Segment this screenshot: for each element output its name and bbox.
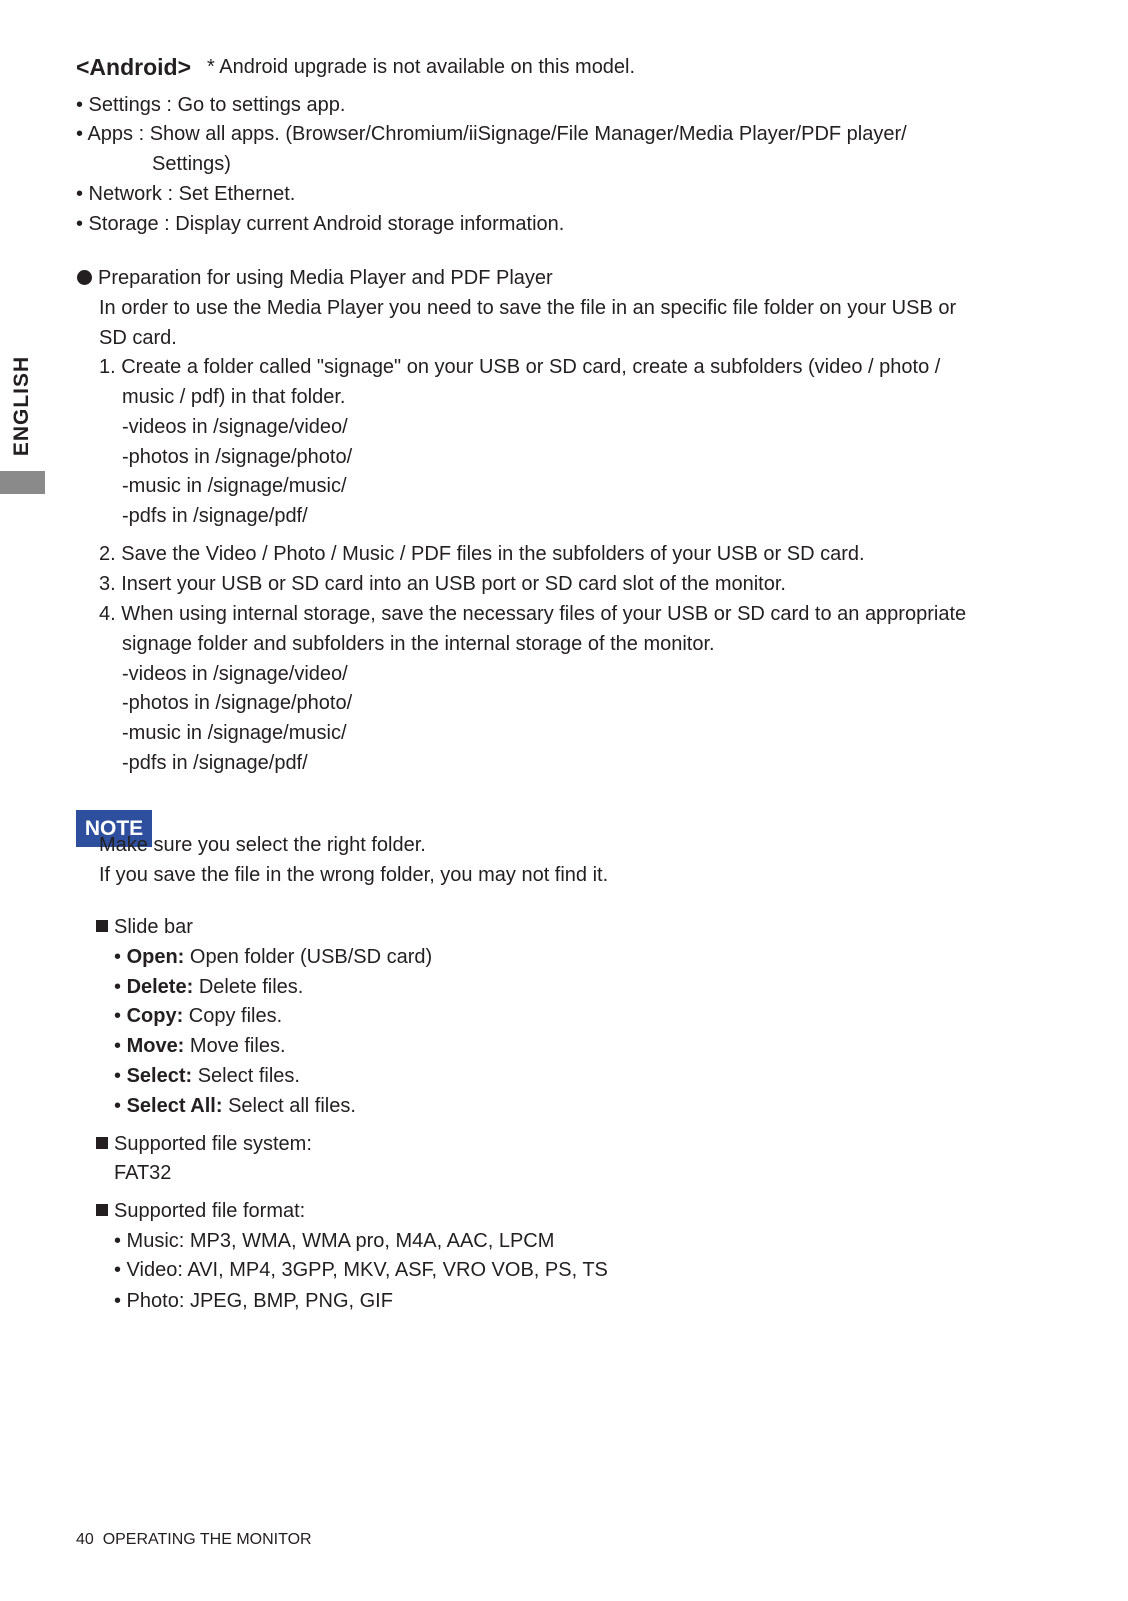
file-format-item: • Video: AVI, MP4, 3GPP, MKV, ASF, VRO VOB, PS, TS	[114, 1259, 608, 1281]
item-desc: Move files.	[184, 1035, 286, 1057]
step-2: 2. Save the Video / Photo / Music / PDF files in the subfolders of your USB or SD card.	[99, 543, 865, 565]
step-3: 3. Insert your USB or SD card into an USB port or SD card slot of the monitor.	[99, 573, 786, 595]
item-desc: Select files.	[192, 1065, 300, 1087]
square-bullet-icon	[96, 920, 108, 932]
item-term: Move:	[126, 1035, 185, 1057]
item-term: Select All:	[126, 1095, 223, 1117]
slide-bar-item: • Open: Open folder (USB/SD card)	[114, 946, 433, 968]
item-desc: Delete files.	[193, 976, 304, 998]
item-term: Delete:	[126, 976, 194, 998]
folder-path: -photos in /signage/photo/	[122, 446, 353, 468]
slide-bar-item: • Move: Move files.	[114, 1035, 286, 1057]
item-desc: Open folder (USB/SD card)	[184, 946, 433, 968]
slide-bar-item: • Delete: Delete files.	[114, 976, 304, 998]
square-bullet-icon	[96, 1204, 108, 1216]
folder-path: -music in /signage/music/	[122, 722, 347, 744]
preparation-intro: In order to use the Media Player you need to save the file in an specific file folder on your USB or	[99, 297, 957, 319]
folder-path: -videos in /signage/video/	[122, 663, 348, 685]
android-item-apps-cont: Settings)	[152, 153, 231, 175]
file-format-item: • Music: MP3, WMA, WMA pro, M4A, AAC, LPCM	[114, 1230, 555, 1252]
page-footer	[76, 1532, 312, 1548]
step-1-cont: music / pdf) in that folder.	[122, 386, 346, 408]
file-system-heading	[96, 1134, 312, 1154]
item-term: Open:	[126, 946, 185, 968]
page-number: 40	[76, 1531, 94, 1548]
step-4-cont: signage folder and subfolders in the internal storage of the monitor.	[122, 633, 715, 655]
preparation-intro: SD card.	[99, 327, 177, 349]
folder-path: -pdfs in /signage/pdf/	[122, 752, 308, 774]
language-tab-bar	[0, 471, 45, 494]
android-item-storage: • Storage : Display current Android storage information.	[76, 213, 565, 235]
folder-path: -videos in /signage/video/	[122, 416, 348, 438]
android-item-network: • Network : Set Ethernet.	[76, 183, 296, 205]
note-badge: NOTE	[76, 810, 152, 847]
folder-path: -music in /signage/music/	[122, 475, 347, 497]
file-system-value: FAT32	[114, 1162, 172, 1184]
item-term: Copy:	[126, 1005, 184, 1027]
item-desc: Copy files.	[183, 1005, 283, 1027]
slide-bar-title: Slide bar	[114, 916, 193, 938]
android-upgrade-note: * Android upgrade is not available on this model.	[207, 56, 636, 78]
item-term: Select:	[126, 1065, 193, 1087]
step-1: 1. Create a folder called "signage" on your USB or SD card, create a subfolders (video / photo /	[99, 356, 941, 378]
language-tab	[0, 344, 44, 468]
section-name: OPERATING THE MONITOR	[102, 1531, 312, 1548]
slide-bar-heading	[96, 917, 193, 937]
file-format-heading	[96, 1201, 305, 1221]
note-line: Make sure you select the right folder.	[99, 834, 426, 856]
folder-path: -photos in /signage/photo/	[122, 692, 353, 714]
bullet-circle-icon	[77, 270, 92, 285]
step-4: 4. When using internal storage, save the necessary files of your USB or SD card to an appropriate	[99, 603, 967, 625]
preparation-title-text: Preparation for using Media Player and PDF Player	[98, 267, 553, 289]
slide-bar-item: • Copy: Copy files.	[114, 1005, 283, 1027]
language-tab-label: ENGLISH	[10, 355, 33, 457]
slide-bar-item: • Select: Select files.	[114, 1065, 300, 1087]
file-system-title: Supported file system:	[114, 1133, 312, 1155]
item-desc: Select all files.	[222, 1095, 356, 1117]
square-bullet-icon	[96, 1137, 108, 1149]
android-item-apps: • Apps : Show all apps. (Browser/Chromium/iiSignage/File Manager/Media Player/PDF player/	[76, 123, 907, 145]
note-line: If you save the file in the wrong folder, you may not find it.	[99, 864, 609, 886]
folder-path: -pdfs in /signage/pdf/	[122, 505, 308, 527]
file-format-item: • Photo: JPEG, BMP, PNG, GIF	[114, 1290, 393, 1312]
android-item-settings: • Settings : Go to settings app.	[76, 94, 346, 116]
file-format-title: Supported file format:	[114, 1200, 306, 1222]
slide-bar-item: • Select All: Select all files.	[114, 1095, 356, 1117]
preparation-title	[77, 268, 553, 288]
android-heading: <Android>	[76, 54, 192, 80]
